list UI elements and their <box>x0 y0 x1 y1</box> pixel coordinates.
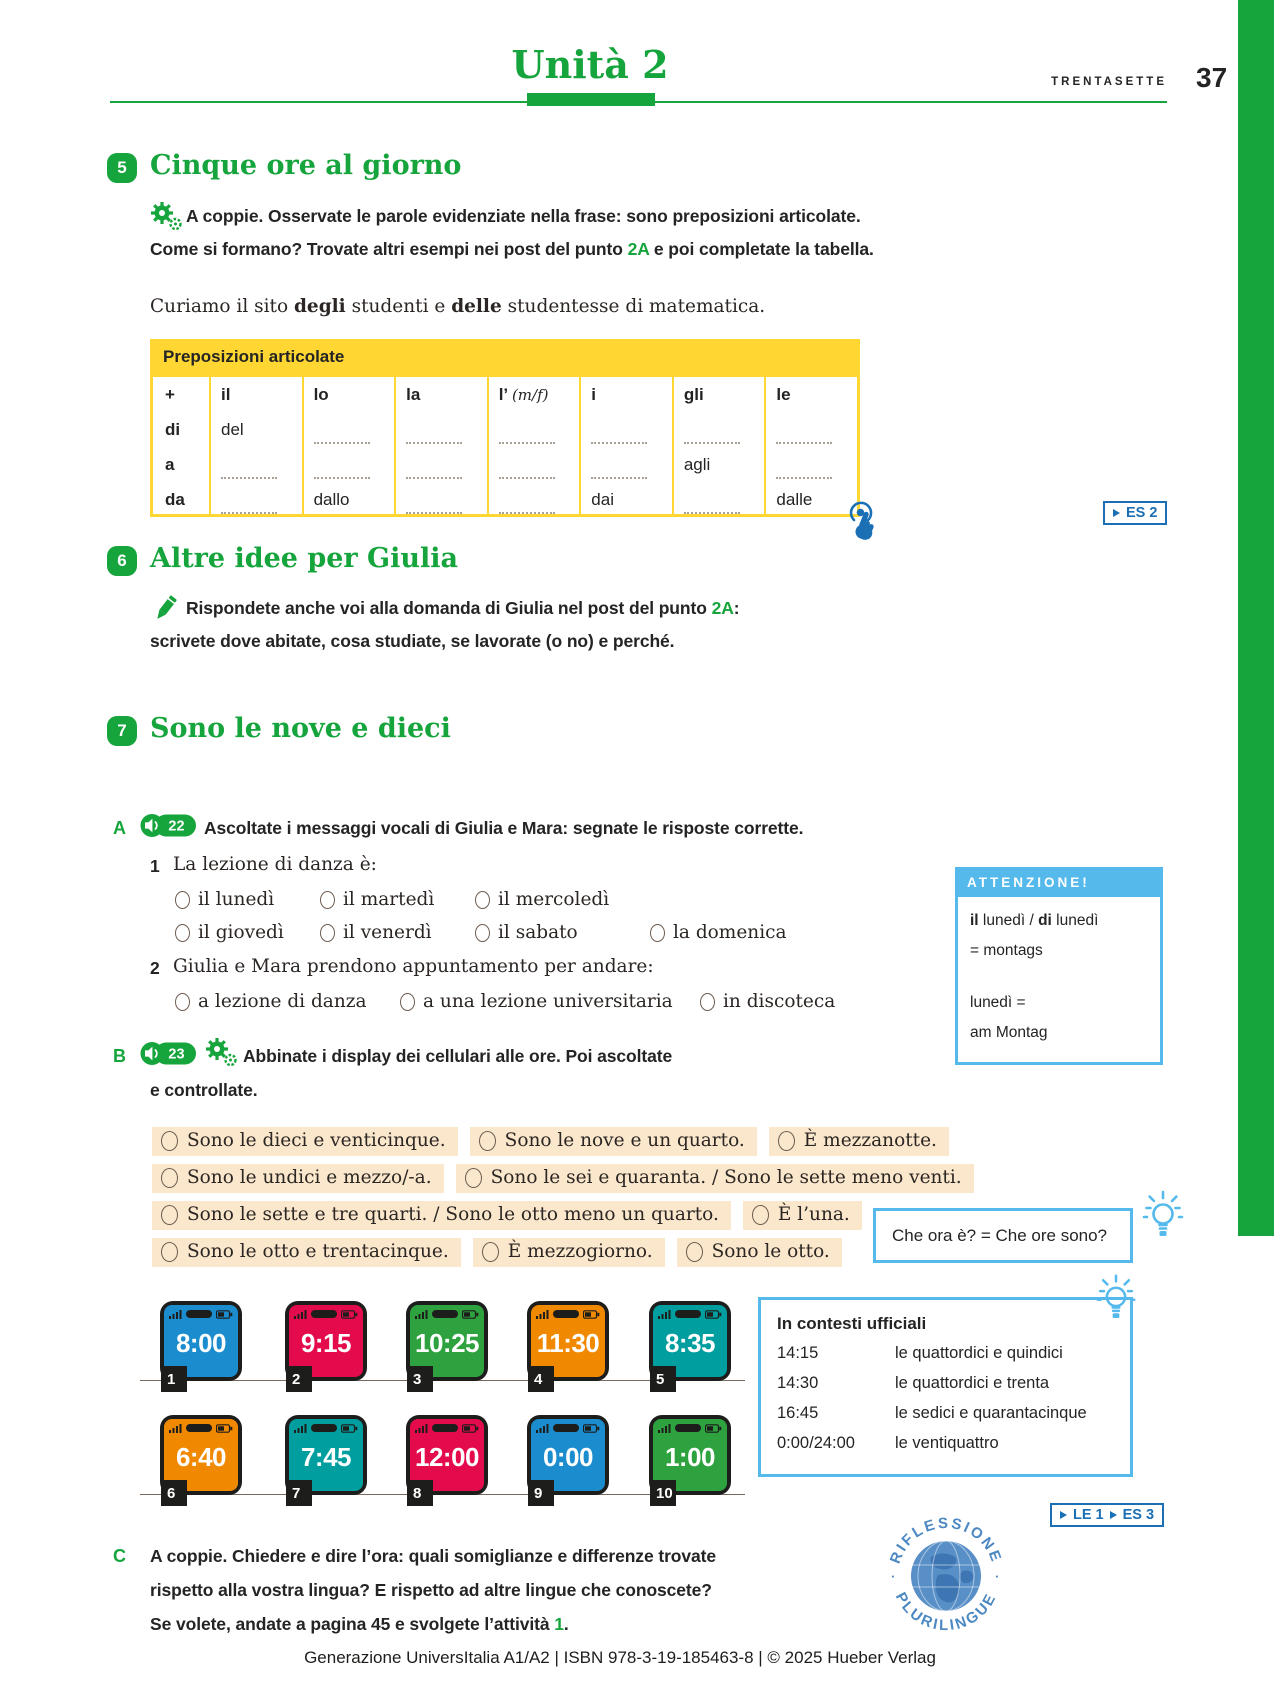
attenzione-header <box>955 867 1163 897</box>
contesti-ufficiali-box <box>758 1297 1133 1477</box>
prepositions-table <box>150 374 860 517</box>
phrase-row <box>152 1164 974 1193</box>
phone-display-9[interactable] <box>527 1415 609 1502</box>
table-cell[interactable] <box>764 455 857 475</box>
row-label: di <box>165 419 181 439</box>
page-edge-bar <box>1238 0 1274 1236</box>
section7-badge <box>107 716 137 746</box>
phone-notch <box>553 1310 579 1318</box>
phone-number-badge: 2 <box>286 1366 312 1392</box>
table-cell[interactable]: dalle <box>776 489 813 509</box>
table-cell[interactable] <box>579 420 672 440</box>
official-time-words: le quattordici e trenta <box>895 1374 1050 1392</box>
table-cell[interactable] <box>209 490 302 510</box>
q2-number: 2 <box>150 958 160 978</box>
phone-notch <box>432 1310 458 1318</box>
col-header: il <box>221 384 231 404</box>
gender-note: (m/f) <box>511 385 549 404</box>
option-il-lunedi[interactable]: il lunedì <box>175 889 274 910</box>
phone-number-badge: 5 <box>650 1366 676 1392</box>
phone-notch <box>311 1424 337 1432</box>
phone-time: 10:25 <box>415 1328 479 1358</box>
section6-instruction-line2: scrivete dove abitate, cosa studiate, se lavorate (o no) e perché. <box>150 631 675 651</box>
section6-instruction-line1: Rispondete anche voi alla domanda di Giulia nel post del punto 2A: <box>186 598 740 618</box>
option-il-mercoledi[interactable]: il mercoledì <box>475 889 609 910</box>
q2-text: Giulia e Mara prendono appuntamento per andare: <box>173 956 654 977</box>
header-rule <box>110 101 1167 103</box>
time-phrase[interactable]: Sono le sei e quaranta. / Sono le sette meno venti. <box>456 1164 974 1193</box>
radio-circle[interactable] <box>650 924 665 942</box>
es2-exercise-link[interactable] <box>1103 501 1167 525</box>
phone-notch <box>553 1424 579 1432</box>
option-in-discoteca[interactable]: in discoteca <box>700 991 835 1012</box>
radio-circle[interactable] <box>161 1242 178 1262</box>
q1-text: La lezione di danza è: <box>173 854 377 875</box>
time-phrase[interactable]: Sono le sette e tre quarti. / Sono le otto meno un quarto. <box>152 1201 731 1230</box>
attenzione-line1: il lunedì / di lunedì <box>970 912 1099 929</box>
signal-icon <box>294 1424 307 1433</box>
signal-icon <box>415 1424 428 1433</box>
time-phrase[interactable]: È mezzogiorno. <box>473 1238 665 1267</box>
stamp-separator: ∙ <box>891 1569 895 1584</box>
exercise-ref-2a[interactable]: 2A <box>627 239 650 259</box>
stamp-arc-bottom: PLURILINGUE <box>891 1589 1001 1635</box>
attenzione-title: ATTENZIONE! <box>967 874 1090 890</box>
phone-display-1[interactable] <box>160 1301 242 1388</box>
audio-play-icon[interactable] <box>140 1040 198 1072</box>
radio-circle[interactable] <box>475 924 490 942</box>
phone-display-3[interactable] <box>406 1301 488 1388</box>
audio-track-number: 23 <box>168 1046 185 1063</box>
option-la-domenica[interactable]: la domenica <box>650 922 787 943</box>
radio-circle[interactable] <box>161 1131 178 1151</box>
task-a-instruction: Ascoltate i messaggi vocali di Giulia e Mara: segnate le risposte corrette. <box>204 818 804 838</box>
highlighted-preposition: degli <box>294 296 346 317</box>
battery-icon <box>705 1424 722 1433</box>
es3-label[interactable]: ES 3 <box>1122 1507 1155 1523</box>
row-label: a <box>165 454 175 474</box>
table-cell[interactable] <box>764 420 857 440</box>
table-cell[interactable] <box>672 490 765 510</box>
phone-number-badge: 7 <box>286 1480 312 1506</box>
table-cell[interactable] <box>487 455 580 475</box>
phone-notch <box>311 1310 337 1318</box>
time-phrase[interactable]: Sono le otto. <box>677 1238 842 1267</box>
instruction-text: Come si formano? Trovate altri esempi nei post del punto <box>150 239 628 259</box>
radio-circle[interactable] <box>161 1168 178 1188</box>
radio-circle[interactable] <box>175 993 190 1011</box>
phone-time: 1:00 <box>664 1442 716 1472</box>
phone-number-badge: 9 <box>528 1480 554 1506</box>
phone-time: 6:40 <box>175 1442 227 1472</box>
q1-number: 1 <box>150 856 160 876</box>
section5-badge <box>107 153 137 183</box>
table-cell[interactable] <box>487 420 580 440</box>
attenzione-line2: = montags <box>970 942 1043 959</box>
phone-notch <box>186 1310 212 1318</box>
section5-instruction-line2 <box>150 239 874 260</box>
table-title-bar <box>150 339 860 374</box>
battery-icon <box>583 1310 600 1319</box>
battery-icon <box>462 1424 479 1433</box>
footer-imprint: Generazione UniversItalia A1/A2 | ISBN 978-3-19-185463-8 | © 2025 Hueber Verlag <box>304 1648 936 1667</box>
phone-time: 8:00 <box>175 1328 227 1358</box>
le-es-links[interactable] <box>1050 1503 1164 1527</box>
section6-number: 6 <box>117 551 127 570</box>
col-header: lo <box>313 384 329 404</box>
phone-number-badge: 8 <box>407 1480 433 1506</box>
time-phrase[interactable]: Sono le otto e trentacinque. <box>152 1238 461 1267</box>
radio-circle[interactable] <box>175 891 190 909</box>
signal-icon <box>658 1310 671 1319</box>
col-header: l’ (m/f) <box>498 384 549 404</box>
phone-time: 9:15 <box>300 1328 352 1358</box>
phone-display-2[interactable] <box>285 1301 367 1388</box>
battery-icon <box>341 1424 358 1433</box>
lightbulb-icon <box>1092 1268 1140 1327</box>
option-il-venerdi[interactable]: il venerdì <box>320 922 432 943</box>
official-time-words: le quattordici e quindici <box>895 1344 1063 1362</box>
task-c-label: C <box>113 1546 126 1566</box>
page-number-word: TRENTASETTE <box>1051 76 1167 88</box>
phone-display-10[interactable] <box>649 1415 731 1502</box>
radio-circle[interactable] <box>400 993 415 1011</box>
radio-circle[interactable] <box>686 1242 703 1262</box>
phone-number-badge: 6 <box>161 1480 187 1506</box>
table-cell[interactable] <box>302 420 395 440</box>
official-time-words: le sedici e quarantacinque <box>895 1404 1087 1422</box>
time-phrase[interactable]: È l’una. <box>743 1201 862 1230</box>
battery-icon <box>705 1310 722 1319</box>
table-cell[interactable] <box>394 490 487 510</box>
battery-icon <box>462 1310 479 1319</box>
signal-icon <box>536 1424 549 1433</box>
section5-title: Cinque ore al giorno <box>150 150 462 181</box>
col-header: gli <box>683 384 704 404</box>
table-cell[interactable]: agli <box>683 454 711 474</box>
phone-number-badge: 3 <box>407 1366 433 1392</box>
stamp-arc-top: RIFLESSIONE <box>886 1514 1006 1566</box>
table-header-row <box>153 377 857 412</box>
phone-time: 12:00 <box>415 1442 479 1472</box>
table-cell[interactable] <box>579 455 672 475</box>
table-title: Preposizioni articolate <box>163 346 345 366</box>
signal-icon <box>415 1310 428 1319</box>
radio-circle[interactable] <box>482 1242 499 1262</box>
table-cell[interactable] <box>487 490 580 510</box>
table-cell[interactable]: del <box>221 419 244 439</box>
row-label: da <box>165 489 185 509</box>
time-phrase[interactable]: Sono le dieci e venticinque. <box>152 1127 458 1156</box>
phone-display-4[interactable] <box>527 1301 609 1388</box>
col-header: i <box>591 384 597 404</box>
section6-badge <box>107 546 137 576</box>
task-c-line2: rispetto alla vostra lingua? E rispetto ad altre lingue che conoscete? <box>150 1580 712 1600</box>
stamp-separator: ∙ <box>995 1569 999 1584</box>
col-header: la <box>406 384 421 404</box>
phrase-row <box>152 1238 842 1267</box>
table-row <box>153 412 857 447</box>
official-time: 14:15 <box>777 1344 819 1362</box>
arrow-icon <box>1060 1511 1067 1519</box>
option-il-martedi[interactable]: il martedì <box>320 889 434 910</box>
phone-notch <box>675 1424 701 1432</box>
table-cell[interactable] <box>302 455 395 475</box>
option-lezione-danza[interactable]: a lezione di danza <box>175 991 367 1012</box>
section5-instruction-line1: A coppie. Osservate le parole evidenziate nella frase: sono preposizioni articolate. <box>186 206 861 226</box>
signal-icon <box>169 1424 182 1433</box>
task-a-label: A <box>113 818 126 838</box>
task-c-line1: A coppie. Chiedere e dire l’ora: quali somiglianze e differenze trovate <box>150 1546 717 1566</box>
radio-circle[interactable] <box>320 891 335 909</box>
phone-display-8[interactable] <box>406 1415 488 1502</box>
table-cell[interactable] <box>394 420 487 440</box>
phone-display-6[interactable] <box>160 1415 242 1502</box>
col-header: + <box>165 384 175 404</box>
riflessione-plurilingue-stamp <box>883 1513 1009 1644</box>
attenzione-line3: lunedì = <box>970 994 1026 1011</box>
table-cell[interactable]: dai <box>591 489 614 509</box>
phone-number-badge: 1 <box>161 1366 187 1392</box>
pencil-icon <box>151 594 179 629</box>
signal-icon <box>658 1424 671 1433</box>
time-phrase[interactable]: Sono le undici e mezzo/-a. <box>152 1164 444 1193</box>
phone-time: 8:35 <box>664 1328 716 1358</box>
signal-icon <box>294 1310 307 1319</box>
official-time: 14:30 <box>777 1374 819 1392</box>
title-underline-block <box>527 93 655 106</box>
phone-notch <box>432 1424 458 1432</box>
attenzione-box <box>955 897 1163 1065</box>
table-cell[interactable] <box>209 455 302 475</box>
task-b-label: B <box>113 1046 126 1066</box>
radio-circle[interactable] <box>161 1205 178 1225</box>
instruction-text: e poi completate la tabella. <box>649 239 874 259</box>
arrow-icon <box>1113 509 1120 517</box>
task-b-instruction-line1: Abbinate i display dei cellulari alle ore. Poi ascoltate <box>243 1046 673 1066</box>
touch-gesture-icon <box>845 500 883 549</box>
activity-ref-1[interactable]: 1 <box>554 1614 564 1634</box>
example-sentence: Curiamo il sito degli studenti e delle studentesse di matematica. <box>150 296 766 317</box>
gears-icon <box>149 201 183 237</box>
phone-number-badge: 10 <box>650 1480 676 1506</box>
table-row <box>153 482 857 517</box>
phone-display-5[interactable] <box>649 1301 731 1388</box>
arrow-icon <box>1110 1511 1117 1519</box>
table-cell[interactable]: dallo <box>313 489 350 509</box>
radio-circle[interactable] <box>475 891 490 909</box>
official-time: 16:45 <box>777 1404 819 1422</box>
battery-icon <box>216 1424 233 1433</box>
radio-circle[interactable] <box>752 1205 769 1225</box>
battery-icon <box>216 1310 233 1319</box>
gears-icon <box>204 1037 238 1073</box>
signal-icon <box>169 1310 182 1319</box>
phone-display-7[interactable] <box>285 1415 367 1502</box>
option-il-sabato[interactable]: il sabato <box>475 922 578 943</box>
radio-circle[interactable] <box>320 924 335 942</box>
option-il-giovedi[interactable]: il giovedì <box>175 922 284 943</box>
contesti-table <box>777 1344 1114 1453</box>
che-ora-box <box>873 1208 1133 1263</box>
phone-number-badge: 4 <box>528 1366 554 1392</box>
table-cell[interactable] <box>672 420 765 440</box>
radio-circle[interactable] <box>479 1131 496 1151</box>
official-time-words: le ventiquattro <box>895 1434 999 1452</box>
page-number: 37 <box>1196 62 1228 93</box>
le1-label[interactable]: LE 1 <box>1073 1507 1104 1523</box>
signal-icon <box>536 1310 549 1319</box>
phone-time: 0:00 <box>542 1442 594 1472</box>
unit-title: Unità 2 <box>511 42 669 87</box>
col-header: le <box>776 384 791 404</box>
radio-circle[interactable] <box>175 924 190 942</box>
es2-label: ES 2 <box>1126 505 1158 521</box>
battery-icon <box>583 1424 600 1433</box>
table-row <box>153 447 857 482</box>
radio-circle[interactable] <box>465 1168 482 1188</box>
che-ora-text: Che ora è? = Che ore sono? <box>892 1225 1108 1245</box>
time-phrase[interactable]: Sono le nove e un quarto. <box>470 1127 757 1156</box>
section5-number: 5 <box>117 158 127 177</box>
table-cell[interactable] <box>394 455 487 475</box>
attenzione-line4: am Montag <box>970 1024 1048 1041</box>
section7-title: Sono le nove e dieci <box>150 713 451 744</box>
section6-title: Altre idee per Giulia <box>150 543 459 574</box>
option-lezione-universitaria[interactable]: a una lezione universitaria <box>400 991 673 1012</box>
phone-notch <box>675 1310 701 1318</box>
section7-number: 7 <box>117 721 127 740</box>
battery-icon <box>341 1310 358 1319</box>
audio-play-icon[interactable] <box>140 812 198 844</box>
audio-track-number: 22 <box>168 818 185 835</box>
exercise-ref-2a[interactable]: 2A <box>711 598 734 618</box>
task-c-line3: Se volete, andate a pagina 45 e svolgete l’attività 1. <box>150 1614 569 1634</box>
official-time: 0:00/24:00 <box>777 1434 855 1452</box>
highlighted-preposition: delle <box>451 296 502 317</box>
time-phrase[interactable]: È mezzanotte. <box>769 1127 949 1156</box>
contesti-title: In contesti ufficiali <box>777 1314 927 1333</box>
phone-time: 11:30 <box>536 1328 600 1358</box>
phone-time: 7:45 <box>300 1442 352 1472</box>
radio-circle[interactable] <box>700 993 715 1011</box>
radio-circle[interactable] <box>778 1131 795 1151</box>
phrase-row <box>152 1127 949 1156</box>
phrase-row <box>152 1201 862 1230</box>
lightbulb-icon <box>1138 1184 1188 1245</box>
phone-notch <box>186 1424 212 1432</box>
task-b-instruction-line2: e controllate. <box>150 1080 258 1100</box>
